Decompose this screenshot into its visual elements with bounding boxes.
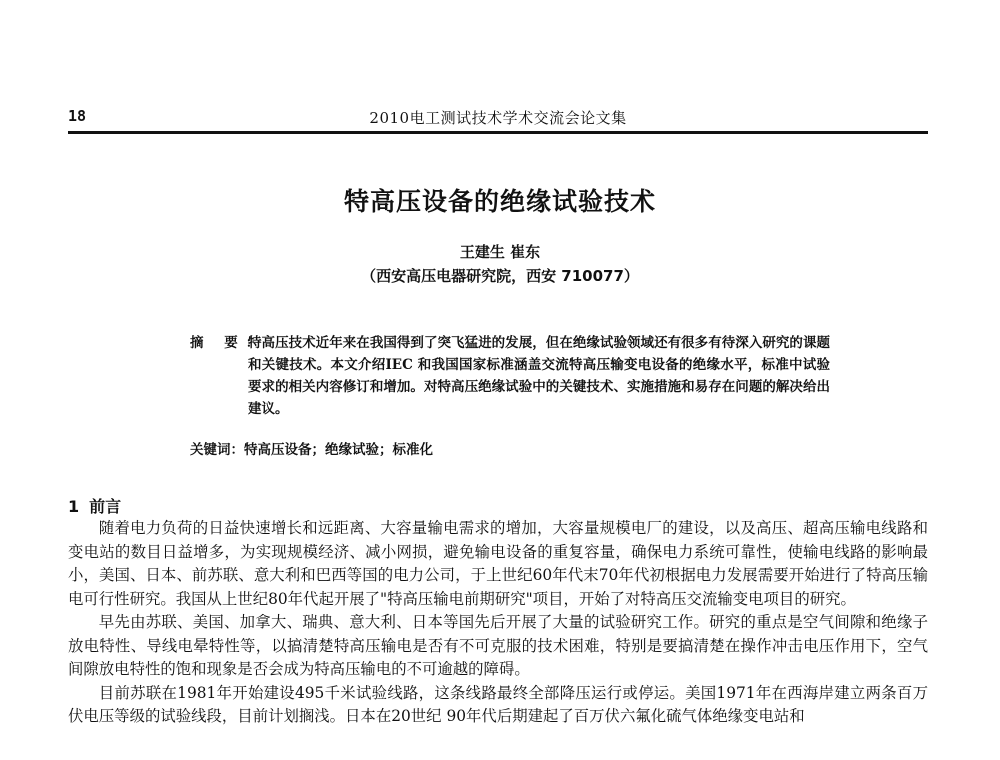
body-paragraph: 随着电力负荷的日益快速增长和远距离、大容量输电需求的增加，大容量规模电厂的建设，以及高压、超高压输电线路和变电站的数目日益增多，为实现规模经济、减小网损，避免输电设备的重复容量，确保电力系统可靠性，使输电线路的影响最小，美国、日本、前苏联、意大利和巴西等国的电力公司，于上世纪60年代末70年代初根据电力发展需要开始进行了特高压输电可行性研究。我国从上世纪80年代起开展了"特高压输电前期研究"项目，开始了对特高压交流输变电项目的研究。: [68, 519, 928, 608]
section-title: 前言: [89, 497, 122, 516]
keywords-label: 关键词：: [190, 442, 244, 458]
keywords: [190, 439, 433, 461]
running-header: [68, 103, 928, 129]
abstract: [190, 332, 830, 420]
abstract-text: 特高压技术近年来在我国得到了突飞猛进的发展，但在绝缘试验领域还有很多有待深入研究的课题和关键技术。本文介绍IEC 和我国国家标准涵盖交流特高压输变电设备的绝缘水平，标准中试验要求的相关内容修订和增加。对特高压绝缘试验中的关键技术、实施措施和易存在问题的解决给出建议。: [248, 335, 830, 417]
section-body: [68, 517, 928, 729]
journal-title: 2010电工测试技术学术交流会论文集: [369, 109, 627, 127]
abstract-label: 摘 要：: [190, 335, 268, 351]
header-rule: [68, 131, 928, 134]
section-number: 1: [68, 497, 80, 516]
keywords-text: 特高压设备；绝缘试验；标准化: [244, 442, 433, 458]
body-paragraph: 早先由苏联、美国、加拿大、瑞典、意大利、日本等国先后开展了大量的试验研究工作。研究的重点是空气间隙和绝缘子放电特性、导线电晕特性等，以搞清楚特高压输电是否有不可克服的技术困难，特别是要搞清楚在操作冲击电压作用下，空气间隙放电特性的饱和现象是否会成为特高压输电的不可逾越的障碍。: [68, 613, 928, 678]
body-paragraph: 目前苏联在1981年开始建设495千米试验线路，这条线路最终全部降压运行或停运。美国1971年在西海岸建立两条百万伏电压等级的试验线段，目前计划搁浅。日本在20世纪 90年代后期建起了百万伏六氟化硫气体绝缘变电站和: [68, 683, 928, 725]
affiliation: （西安高压电器研究院，西安 710077）: [361, 267, 639, 285]
section-heading: [68, 494, 121, 517]
authors: 王建生 崔东: [459, 243, 541, 261]
page-number: 18: [68, 107, 87, 125]
paper-title: 特高压设备的绝缘试验技术: [343, 187, 656, 216]
